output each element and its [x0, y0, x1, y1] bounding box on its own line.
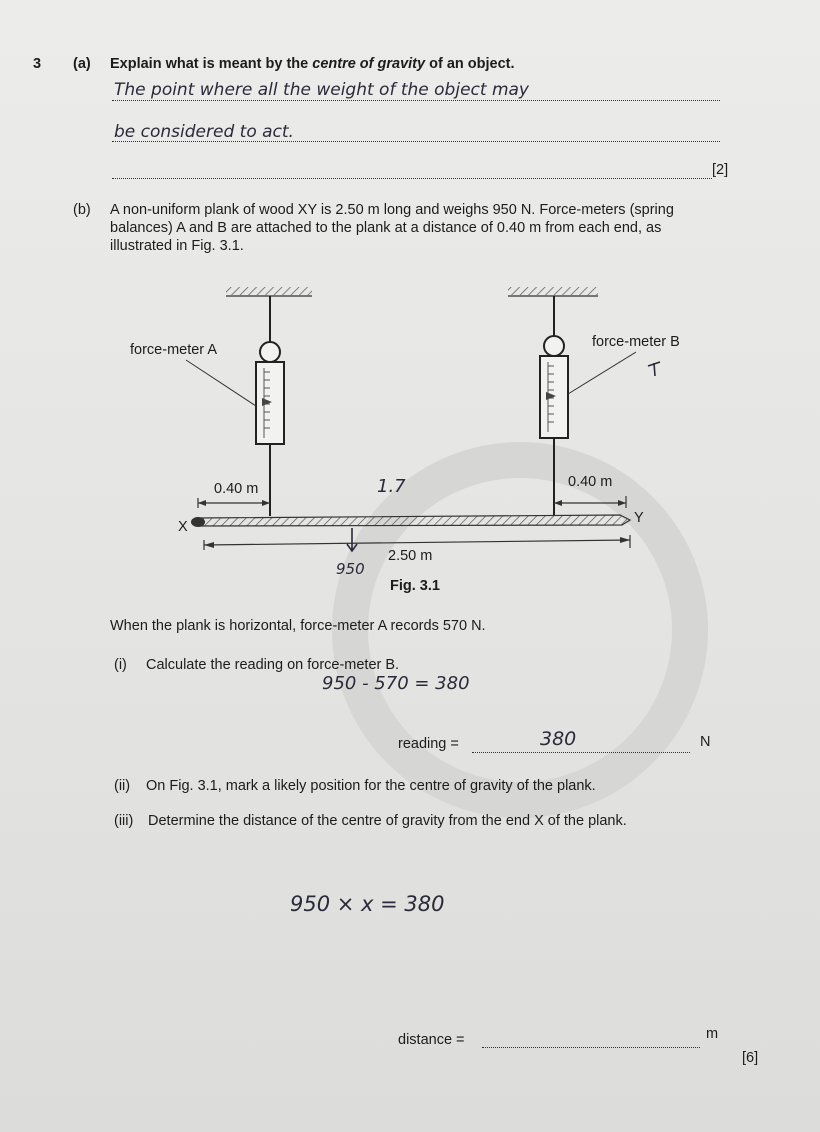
figure-caption: Fig. 3.1 [390, 578, 440, 594]
handwritten-weight: 950 [336, 560, 365, 578]
label-dist-right: 0.40 m [568, 474, 613, 490]
part-a-label: (a) [73, 56, 91, 72]
part-ii-prompt: On Fig. 3.1, mark a likely position for the centre of gravity of the plank. [146, 778, 596, 794]
label-force-meter-a: force-meter A [130, 342, 218, 358]
part-iii-label: (iii) [114, 813, 134, 829]
weight-arrow [347, 528, 357, 551]
handwritten-answer-line-2: be considered to act. [114, 122, 294, 142]
part-i-working: 950 - 570 = 380 [322, 673, 470, 694]
context-statement: When the plank is horizontal, force-meter A records 570 N. [110, 618, 486, 634]
distance-label: distance = [398, 1032, 465, 1048]
reading-unit: N [700, 734, 711, 750]
dimension-left [198, 498, 270, 508]
part-i-prompt: Calculate the reading on force-meter B. [146, 657, 400, 673]
label-dist-left: 0.40 m [214, 481, 259, 497]
reading-label: reading = [398, 736, 459, 752]
distance-unit: m [706, 1026, 719, 1042]
part-iii-working: 950 × x = 380 [290, 892, 445, 916]
part-a-marks: [2] [712, 162, 729, 178]
label-end-x: X [178, 519, 188, 535]
label-a-leader [186, 360, 256, 406]
label-end-y: Y [634, 510, 644, 526]
part-a-prompt: Explain what is meant by the centre of gravity of an object. [110, 56, 515, 72]
part-b-stem-line-2: balances) A and B are attached to the plank at a distance of 0.40 m from each end, as [110, 220, 662, 236]
pen-mark [648, 362, 660, 376]
part-b-stem-line-3: illustrated in Fig. 3.1. [110, 238, 244, 254]
part-iii-prompt: Determine the distance of the centre of gravity from the end X of the plank. [148, 813, 627, 829]
part-ii-label: (ii) [114, 778, 131, 794]
label-force-meter-b: force-meter B [592, 334, 680, 350]
part-b-marks: [6] [742, 1050, 759, 1066]
handwritten-mark: 1.7 [377, 476, 406, 497]
ceiling-right [508, 287, 598, 296]
plank-xy [191, 515, 630, 527]
distance-answer-line [482, 1047, 700, 1048]
handwritten-answer-line-1: The point where all the weight of the object may [114, 80, 529, 100]
part-b-stem-line-1: A non-uniform plank of wood XY is 2.50 m long and weighs 950 N. Force-meters (spring [110, 202, 674, 218]
label-length: 2.50 m [388, 548, 433, 564]
part-i-label: (i) [114, 657, 127, 673]
reading-answer: 380 [540, 728, 577, 750]
ceiling-left [226, 287, 312, 296]
label-b-leader [568, 352, 636, 394]
reading-answer-line [472, 752, 690, 753]
force-meter-b [540, 296, 568, 516]
question-number: 3 [33, 56, 42, 72]
part-b-label: (b) [73, 202, 91, 218]
force-meter-a [256, 296, 284, 516]
dimension-right [554, 496, 626, 508]
